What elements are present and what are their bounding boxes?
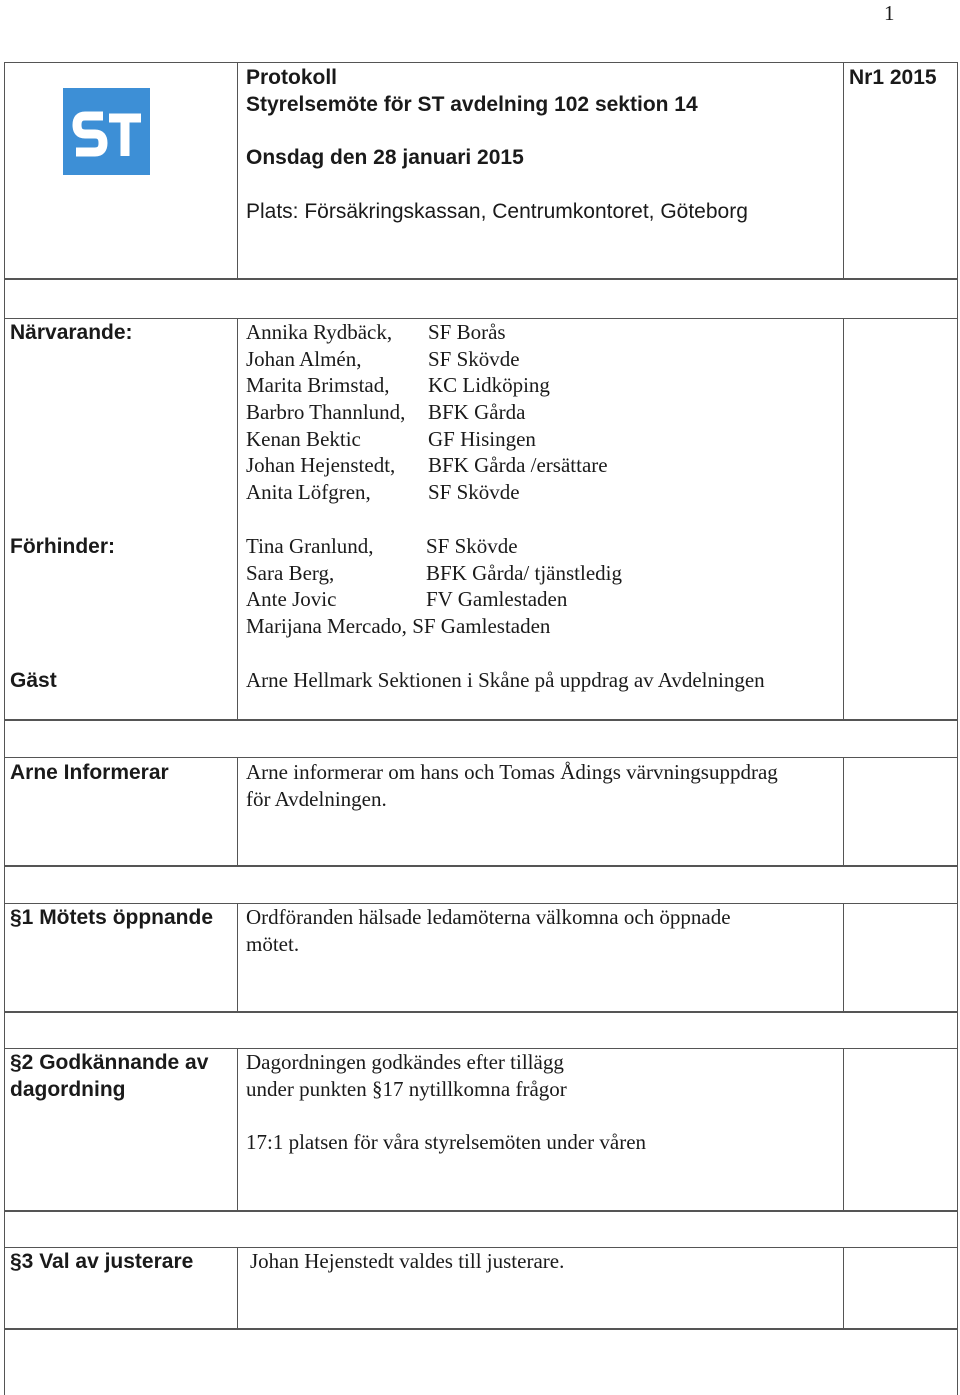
present-org: BFK Gårda /ersättare	[428, 453, 608, 478]
guest-entry: Arne Hellmark Sektionen i Skåne på uppdrag av Avdelningen	[246, 668, 765, 692]
present-org: KC Lidköping	[428, 373, 550, 398]
st-logo-icon	[63, 88, 150, 175]
meeting-place: Plats: Försäkringskassan, Centrumkontoret, Göteborg	[246, 200, 748, 223]
meeting-date: Onsdag den 28 januari 2015	[246, 146, 524, 169]
header-divider-left	[237, 62, 238, 279]
present-name: Johan Almén,	[246, 346, 362, 371]
absent-org: FV Gamlestaden	[426, 587, 568, 612]
protocol-number: Nr1 2015	[849, 66, 937, 89]
absent-name: Marijana Mercado,	[246, 614, 407, 638]
absent-entry-4	[246, 613, 550, 640]
section-line: Ordföranden hälsade ledamöterna välkomna och öppnade	[246, 905, 731, 929]
section-3-divider-left	[237, 1247, 238, 1329]
present-org: SF Skövde	[428, 346, 520, 371]
protocol-title: Protokoll	[246, 66, 338, 89]
present-name: Annika Rydbäck,	[246, 320, 393, 344]
present-org: BFK Gårda	[428, 400, 526, 425]
section-3-divider-right	[843, 1247, 844, 1329]
section-1-divider-right	[843, 903, 844, 1012]
present-name: Barbro Thannlund,	[246, 400, 406, 425]
section-heading: dagordning	[10, 1078, 126, 1101]
section-line: under punkten §17 nytillkomna frågor	[246, 1077, 567, 1101]
section-heading: §1 Mötets öppnande	[10, 906, 214, 929]
header-divider-right	[843, 62, 844, 279]
absent-names	[246, 533, 374, 613]
section-2-divider-right	[843, 1048, 844, 1211]
trailing-row	[4, 1329, 958, 1395]
absent-org: SF Gamlestaden	[412, 614, 551, 638]
section-line: Johan Hejenstedt valdes till justerare.	[250, 1249, 565, 1273]
section-1-divider-left	[237, 903, 238, 1012]
meeting-subtitle: Styrelsemöte för ST avdelning 102 sektion 14	[246, 93, 698, 116]
absent-name: Tina Granlund,	[246, 534, 374, 558]
section-2-divider-left	[237, 1048, 238, 1211]
present-org: GF Hisingen	[428, 426, 536, 451]
attendance-divider-left	[237, 318, 238, 720]
section-2	[4, 1012, 958, 1211]
section-heading: §3 Val av justerare	[10, 1250, 194, 1273]
present-orgs	[428, 319, 608, 506]
present-label: Närvarande:	[10, 321, 133, 344]
st-logo	[63, 88, 150, 175]
absent-org: BFK Gårda/ tjänstledig	[426, 560, 622, 585]
absent-label: Förhinder:	[10, 535, 115, 558]
present-name: Kenan Bektic	[246, 426, 361, 451]
section-arne-divider-right	[843, 757, 844, 866]
section-line: 17:1 platsen för våra styrelsemöten under våren	[246, 1130, 647, 1154]
section-heading: §2 Godkännande av	[10, 1051, 209, 1074]
section-arne	[4, 720, 958, 866]
section-line: för Avdelningen.	[246, 787, 387, 811]
absent-orgs	[426, 533, 622, 613]
present-names	[246, 319, 405, 506]
absent-org: SF Skövde	[426, 534, 518, 558]
guest-label: Gäst	[10, 669, 57, 692]
present-org: SF Skövde	[428, 480, 520, 505]
section-heading: Arne Informerar	[10, 761, 169, 784]
absent-name: Ante Jovic	[246, 587, 337, 612]
section-line: Arne informerar om hans och Tomas Ådings värvningsuppdrag	[246, 760, 778, 784]
section-line: Dagordningen godkändes efter tillägg	[246, 1050, 564, 1074]
section-1	[4, 866, 958, 1012]
present-name: Marita Brimstad,	[246, 373, 390, 398]
attendance-divider-right	[843, 318, 844, 720]
present-name: Johan Hejenstedt,	[246, 453, 396, 478]
absent-name: Sara Berg,	[246, 560, 335, 585]
present-name: Anita Löfgren,	[246, 480, 371, 505]
present-org: SF Borås	[428, 320, 506, 344]
section-arne-rule	[4, 757, 958, 758]
section-arne-divider-left	[237, 757, 238, 866]
page-number: 1	[884, 1, 895, 25]
section-line: mötet.	[246, 932, 300, 956]
